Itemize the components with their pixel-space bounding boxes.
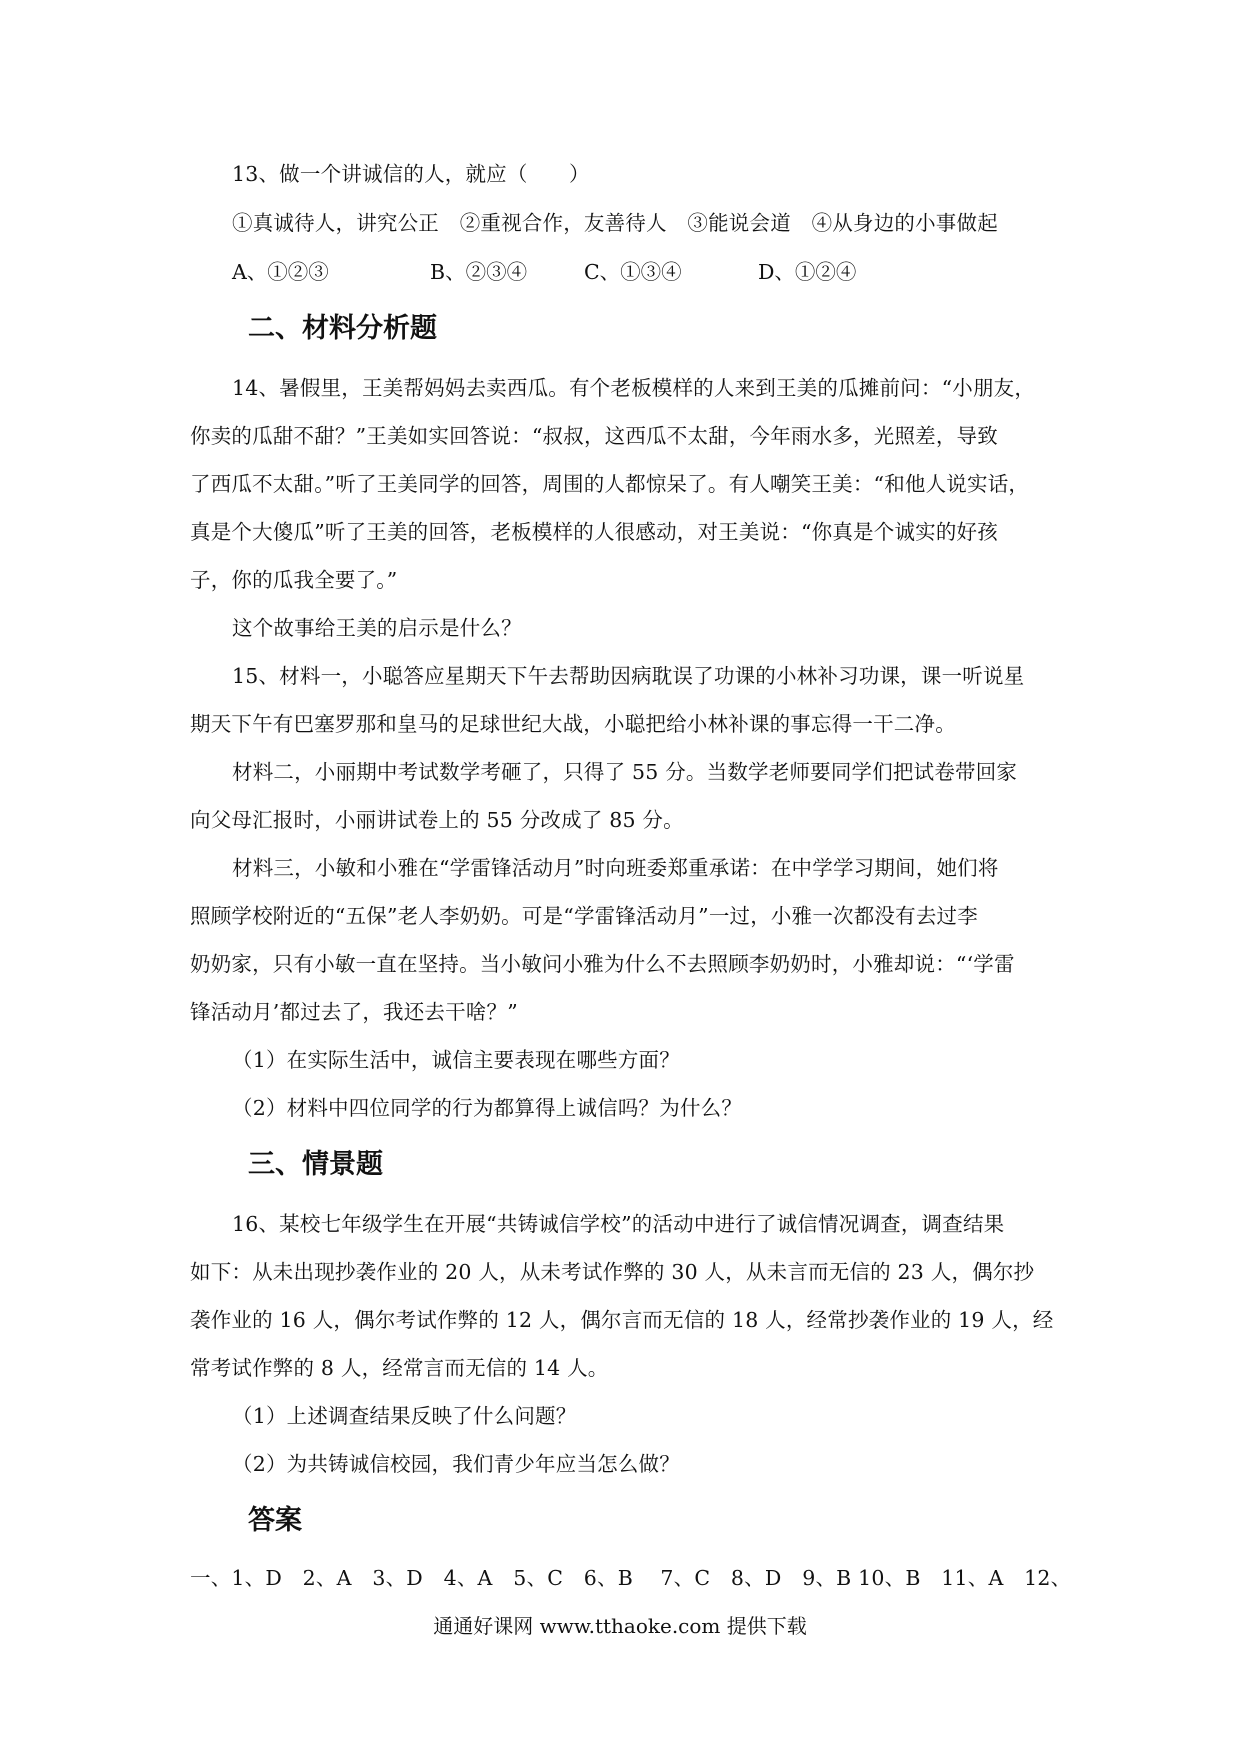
q15-material3-line-3: 奶奶家，只有小敏一直在坚持。当小敏问小雅为什么不去照顾李奶奶时，小雅却说：“‘学雷 [190,952,1015,976]
q15-material3-line-1: 材料三，小敏和小雅在“学雷锋活动月”时向班委郑重承诺：在中学学习期间，她们将 [232,856,999,880]
section3-title: 三、情景题 [248,1149,383,1180]
q15-material3-line-2: 照顾学校附近的“五保”老人李奶奶。可是“学雷锋活动月”一过，小雅一次都没有去过李 [190,904,978,928]
q14-line-1: 14、暑假里，王美帮妈妈去卖西瓜。有个老板模样的人来到王美的瓜摊前问：“小朋友， [232,376,1036,400]
q16-line-2: 如下：从未出现抄袭作业的 20 人，从未考试作弊的 30 人，从未言而无信的 23 人，偶尔抄 [190,1260,1035,1284]
q13-option-c: C、①③④ [584,260,682,284]
q15-material1-line-1: 15、材料一，小聪答应星期天下午去帮助因病耽误了功课的小林补习功课，课一听说星 [232,664,1025,688]
q14-line-5: 子，你的瓜我全要了。” [190,568,398,592]
q14-line-3: 了西瓜不太甜。”听了王美同学的回答，周围的人都惊呆了。有人嘲笑王美：“和他人说实话， [190,472,1030,496]
q16-line-4: 常考试作弊的 8 人，经常言而无信的 14 人。 [190,1356,609,1380]
q16-sub-question-2: （2）为共铸诚信校园，我们青少年应当怎么做？ [232,1452,680,1476]
q15-material1-line-2: 期天下午有巴塞罗那和皇马的足球世纪大战，小聪把给小林补课的事忘得一干二净。 [190,712,956,736]
q16-sub-question-1: （1）上述调查结果反映了什么问题？ [232,1404,577,1428]
section2-title: 二、材料分析题 [248,313,437,344]
q14-line-2: 你卖的瓜甜不甜？”王美如实回答说：“叔叔，这西瓜不太甜，今年雨水多，光照差，导致 [190,424,998,448]
q13-option-a: A、①②③ [232,260,329,284]
q15-material2-line-1: 材料二，小丽期中考试数学考砸了，只得了 55 分。当数学老师要同学们把试卷带回家 [232,760,1018,784]
q13-option-b: B、②③④ [430,260,528,284]
q16-line-3: 袭作业的 16 人，偶尔考试作弊的 12 人，偶尔言而无信的 18 人，经常抄袭作业的 19 人，经 [190,1308,1054,1332]
q13-option-d: D、①②④ [758,260,857,284]
q15-sub-question-1: （1）在实际生活中，诚信主要表现在哪些方面？ [232,1048,680,1072]
q15-material2-line-2: 向父母汇报时，小丽讲试卷上的 55 分改成了 85 分。 [190,808,684,832]
q13-statements: ①真诚待人，讲究公正 ②重视合作，友善待人 ③能说会道 ④从身边的小事做起 [232,211,998,235]
answers-title: 答案 [248,1505,302,1536]
footer-source: 通通好课网 www.tthaoke.com 提供下载 [433,1614,807,1638]
q14-question: 这个故事给王美的启示是什么？ [232,616,522,640]
q15-sub-question-2: （2）材料中四位同学的行为都算得上诚信吗？为什么？ [232,1096,743,1120]
q14-line-4: 真是个大傻瓜”听了王美的回答，老板模样的人很感动，对王美说：“你真是个诚实的好孩 [190,520,998,544]
q15-material3-line-4: 锋活动月’都过去了，我还去干啥？” [190,1000,518,1024]
answers-line: 一、1、D 2、A 3、D 4、A 5、C 6、B 7、C 8、D 9、B 10、B 11、A 12、 [190,1566,1072,1590]
q16-line-1: 16、某校七年级学生在开展“共铸诚信学校”的活动中进行了诚信情况调查，调查结果 [232,1212,1005,1236]
q13-stem: 13、做一个讲诚信的人，就应（ ） [232,162,590,186]
